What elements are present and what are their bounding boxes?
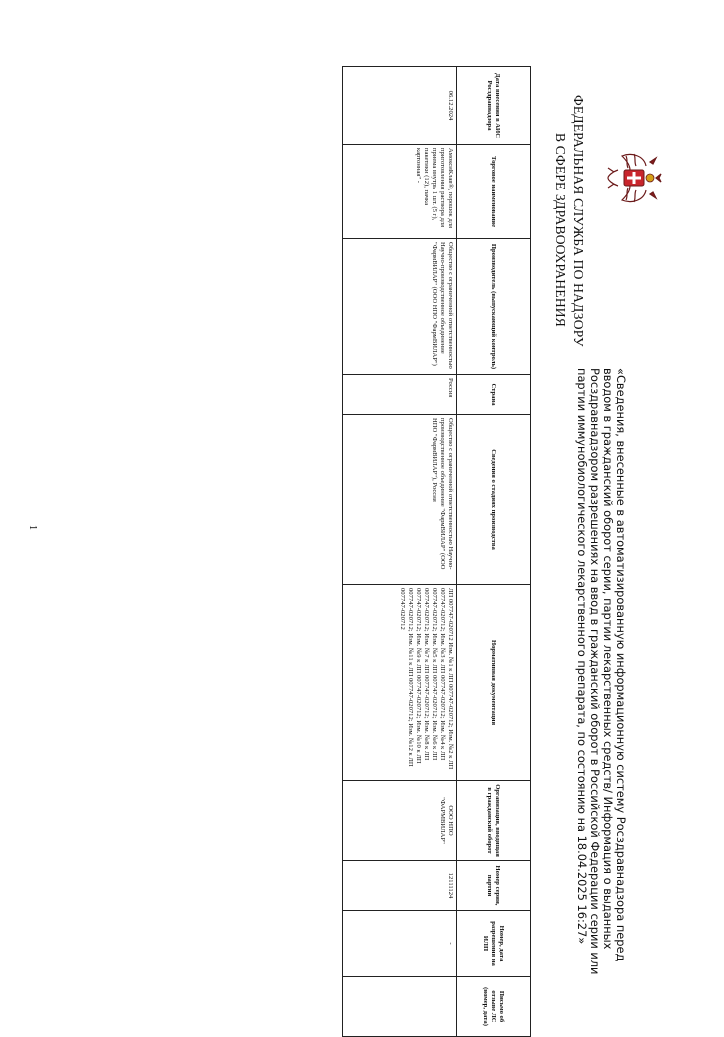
- column-header-recall-letter: Письмо об отзыве ЛС (номер, дата): [457, 977, 531, 1037]
- column-header-organization: Организация, вводящая в гражданский оборот: [457, 781, 531, 861]
- cell-manufacturer: Общество с ограниченной ответственностью Научно-производственное объединение "ФармВИЛАР" (ООО НПО "ФармВИЛАР"): [343, 239, 457, 375]
- document-heading: «Сведения, внесенные в автоматизированную информационную систему Росздравнадзора перед вводом в гражданский оборот серии, партии лекарственных средств/ Информация о выданных Росздравнадзором разрешениях на ввод в гражданский оборот в Российской Федерации серии или партии иммунобиологического лекарственного препарата, по состоянию на 18.04.2025 16:27»: [575, 368, 628, 975]
- double-headed-eagle-emblem-icon: [604, 148, 664, 208]
- column-header-country: Страна: [457, 375, 531, 415]
- agency-name-line-2: В СФЕРЕ ЗДРАВООХРАНЕНИЯ: [553, 133, 568, 327]
- column-header-series: Номер серии, партии: [457, 861, 531, 911]
- column-header-normative-docs: Нормативная документация: [457, 585, 531, 781]
- column-header-trade-name: Торговое наименование: [457, 145, 531, 239]
- table-header-row: [457, 67, 531, 1037]
- cell-trade-name: АмоксиКлав®, порошок для приготовления раствора для приема внутрь 1 шт. (5 г), пакетики (12), пачка картонная" -: [343, 145, 457, 239]
- page-number: 1: [27, 525, 38, 530]
- cell-stages: Общество с ограниченной ответственностью Научно-производственное объединение "ФармВИЛАР" (ООО НПО "ФармВИЛАР"), Россия: [343, 415, 457, 585]
- cell-permit: -: [343, 911, 457, 977]
- column-header-manufacturer: Производитель (выпускающий контроль): [457, 239, 531, 375]
- series-registry-table: [342, 66, 531, 1037]
- column-header-permit: Номер, дата разрешения на ИЛП: [457, 911, 531, 977]
- cell-recall-letter: [343, 977, 457, 1037]
- column-header-stages: Сведения о стадиях производства: [457, 415, 531, 585]
- cell-organization: ООО НПО "ФАРМВИЛАР": [343, 781, 457, 861]
- cell-normative-docs: ЛП 007747-020712 Изм. №1 к ЛП 007747-020712; Изм. №2 к ЛП 007747-020712; Изм. №3 к ЛП 007747-020712; Изм. №4 к ЛП 007747-020712; Изм. №5 к ЛП 007747-020712; Изм. №6 к ЛП 007747-020712; Изм. №7 к ЛП 007747-020712; Изм. №8 к ЛП 007747-020712; Изм. №9 к ЛП 007747-020712; Изм. №10 к ЛП 007747-020712; Изм. №11 к ЛП 007747-020712; Изм. №12 к ЛП 007747-020712: [343, 585, 457, 781]
- cell-country: Россия: [343, 375, 457, 415]
- cell-date: 06.12.2024: [343, 67, 457, 145]
- column-header-date: Дата внесения в АИС Росздравнадзора: [457, 67, 531, 145]
- agency-name-line-1: ФЕДЕРАЛЬНАЯ СЛУЖБА ПО НАДЗОРУ: [571, 95, 586, 347]
- cell-series: 12111124: [343, 861, 457, 911]
- table-row: [343, 67, 457, 1037]
